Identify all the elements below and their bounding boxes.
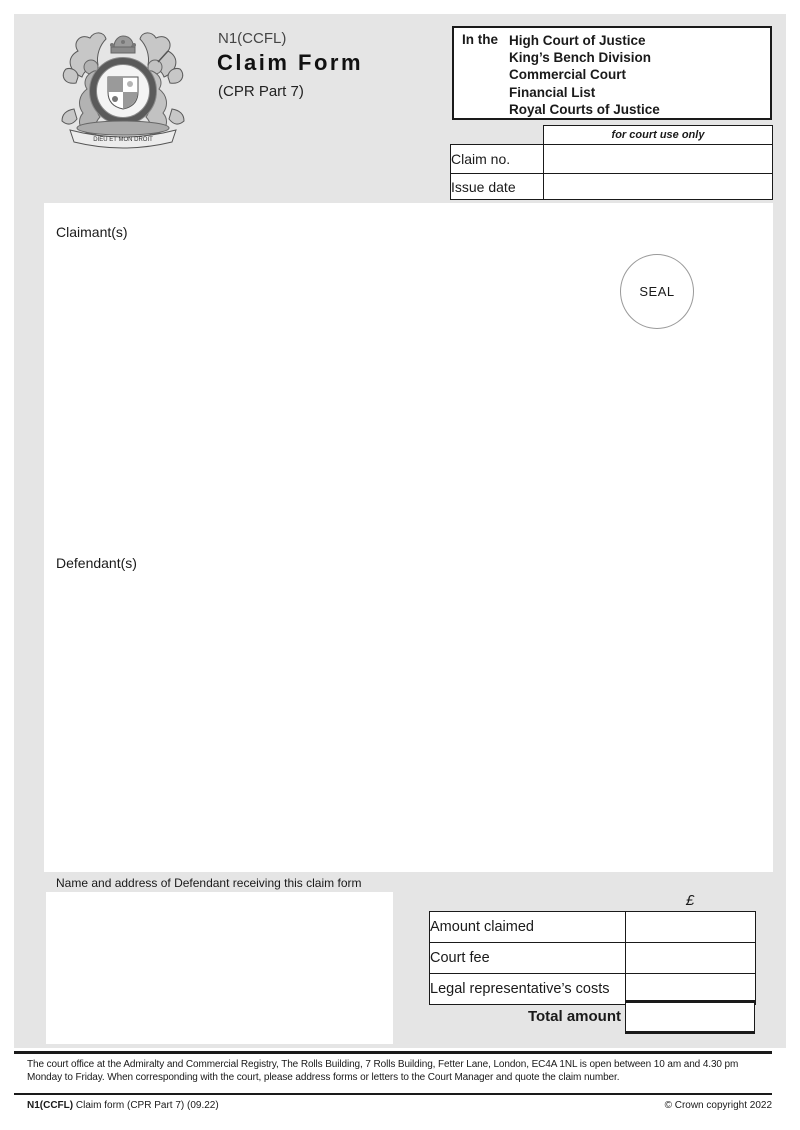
total-amount-label: Total amount xyxy=(527,1008,621,1025)
amounts-table xyxy=(429,911,756,1005)
court-seal-placeholder: SEAL xyxy=(620,254,694,329)
total-amount-field[interactable] xyxy=(625,1000,755,1034)
footer-reference-row xyxy=(27,1100,772,1111)
form-subtitle: (CPR Part 7) xyxy=(218,83,304,100)
defendant-label: Defendant(s) xyxy=(56,555,137,571)
court-line-4: Financial List xyxy=(509,84,596,100)
notice-line-2: Monday to Friday. When corresponding with the court, please address forms or letters to the Court Manager and quote the claim number. xyxy=(27,1072,620,1083)
amount-claimed-label: Amount claimed xyxy=(430,912,626,943)
form-reference-code: N1(CCFL) xyxy=(27,1100,74,1111)
court-fee-field[interactable] xyxy=(626,943,756,974)
claim-number-field[interactable] xyxy=(544,145,773,174)
in-the-label: In the xyxy=(462,32,498,47)
for-court-use-only-label: for court use only xyxy=(544,126,773,145)
court-name-box xyxy=(452,26,772,120)
footer-rule-thin xyxy=(14,1093,772,1095)
defendant-address-field[interactable] xyxy=(46,892,393,1044)
form-reference xyxy=(27,1100,219,1111)
court-line-1: High Court of Justice xyxy=(509,33,646,48)
court-line-3: Commercial Court xyxy=(509,67,627,83)
court-name-lines xyxy=(509,32,660,118)
court-line-2: King’s Bench Division xyxy=(509,50,652,66)
motto-text: DIEU ET MON DROIT xyxy=(93,137,153,143)
currency-symbol: £ xyxy=(685,892,695,909)
notice-line-1: The court office at the Admiralty and Commercial Registry, The Rolls Building, 7 Rolls Building, Fetter Lane, London, EC4A 1NL is open between 10 am and 4.30 pm xyxy=(27,1059,739,1070)
compartment-icon xyxy=(77,121,169,135)
quartered-shield-icon xyxy=(108,77,138,109)
legal-costs-label: Legal representative’s costs xyxy=(430,974,626,1005)
court-office-notice xyxy=(27,1058,773,1084)
claimant-field[interactable] xyxy=(56,246,606,541)
claimant-label: Claimant(s) xyxy=(56,224,128,240)
defendant-address-label: Name and address of Defendant receiving this claim form xyxy=(56,876,362,890)
amount-claimed-field[interactable] xyxy=(626,912,756,943)
court-line-5: Royal Courts of Justice xyxy=(509,101,660,117)
crown-copyright: © Crown copyright 2022 xyxy=(664,1100,772,1111)
form-code: N1(CCFL) xyxy=(218,30,287,47)
crest-lion-icon xyxy=(110,36,136,53)
defendant-field[interactable] xyxy=(56,580,756,865)
court-use-table xyxy=(450,125,773,200)
form-reference-rest: Claim form (CPR Part 7) (09.22) xyxy=(73,1100,219,1111)
royal-coat-of-arms-icon xyxy=(48,24,198,154)
claim-no-label: Claim no. xyxy=(451,145,544,174)
court-fee-label: Court fee xyxy=(430,943,626,974)
footer-rule-thick xyxy=(14,1051,772,1054)
issue-date-label: Issue date xyxy=(451,174,544,200)
issue-date-field[interactable] xyxy=(544,174,773,200)
court-use-spacer xyxy=(451,126,544,145)
form-title: Claim Form xyxy=(217,50,364,75)
